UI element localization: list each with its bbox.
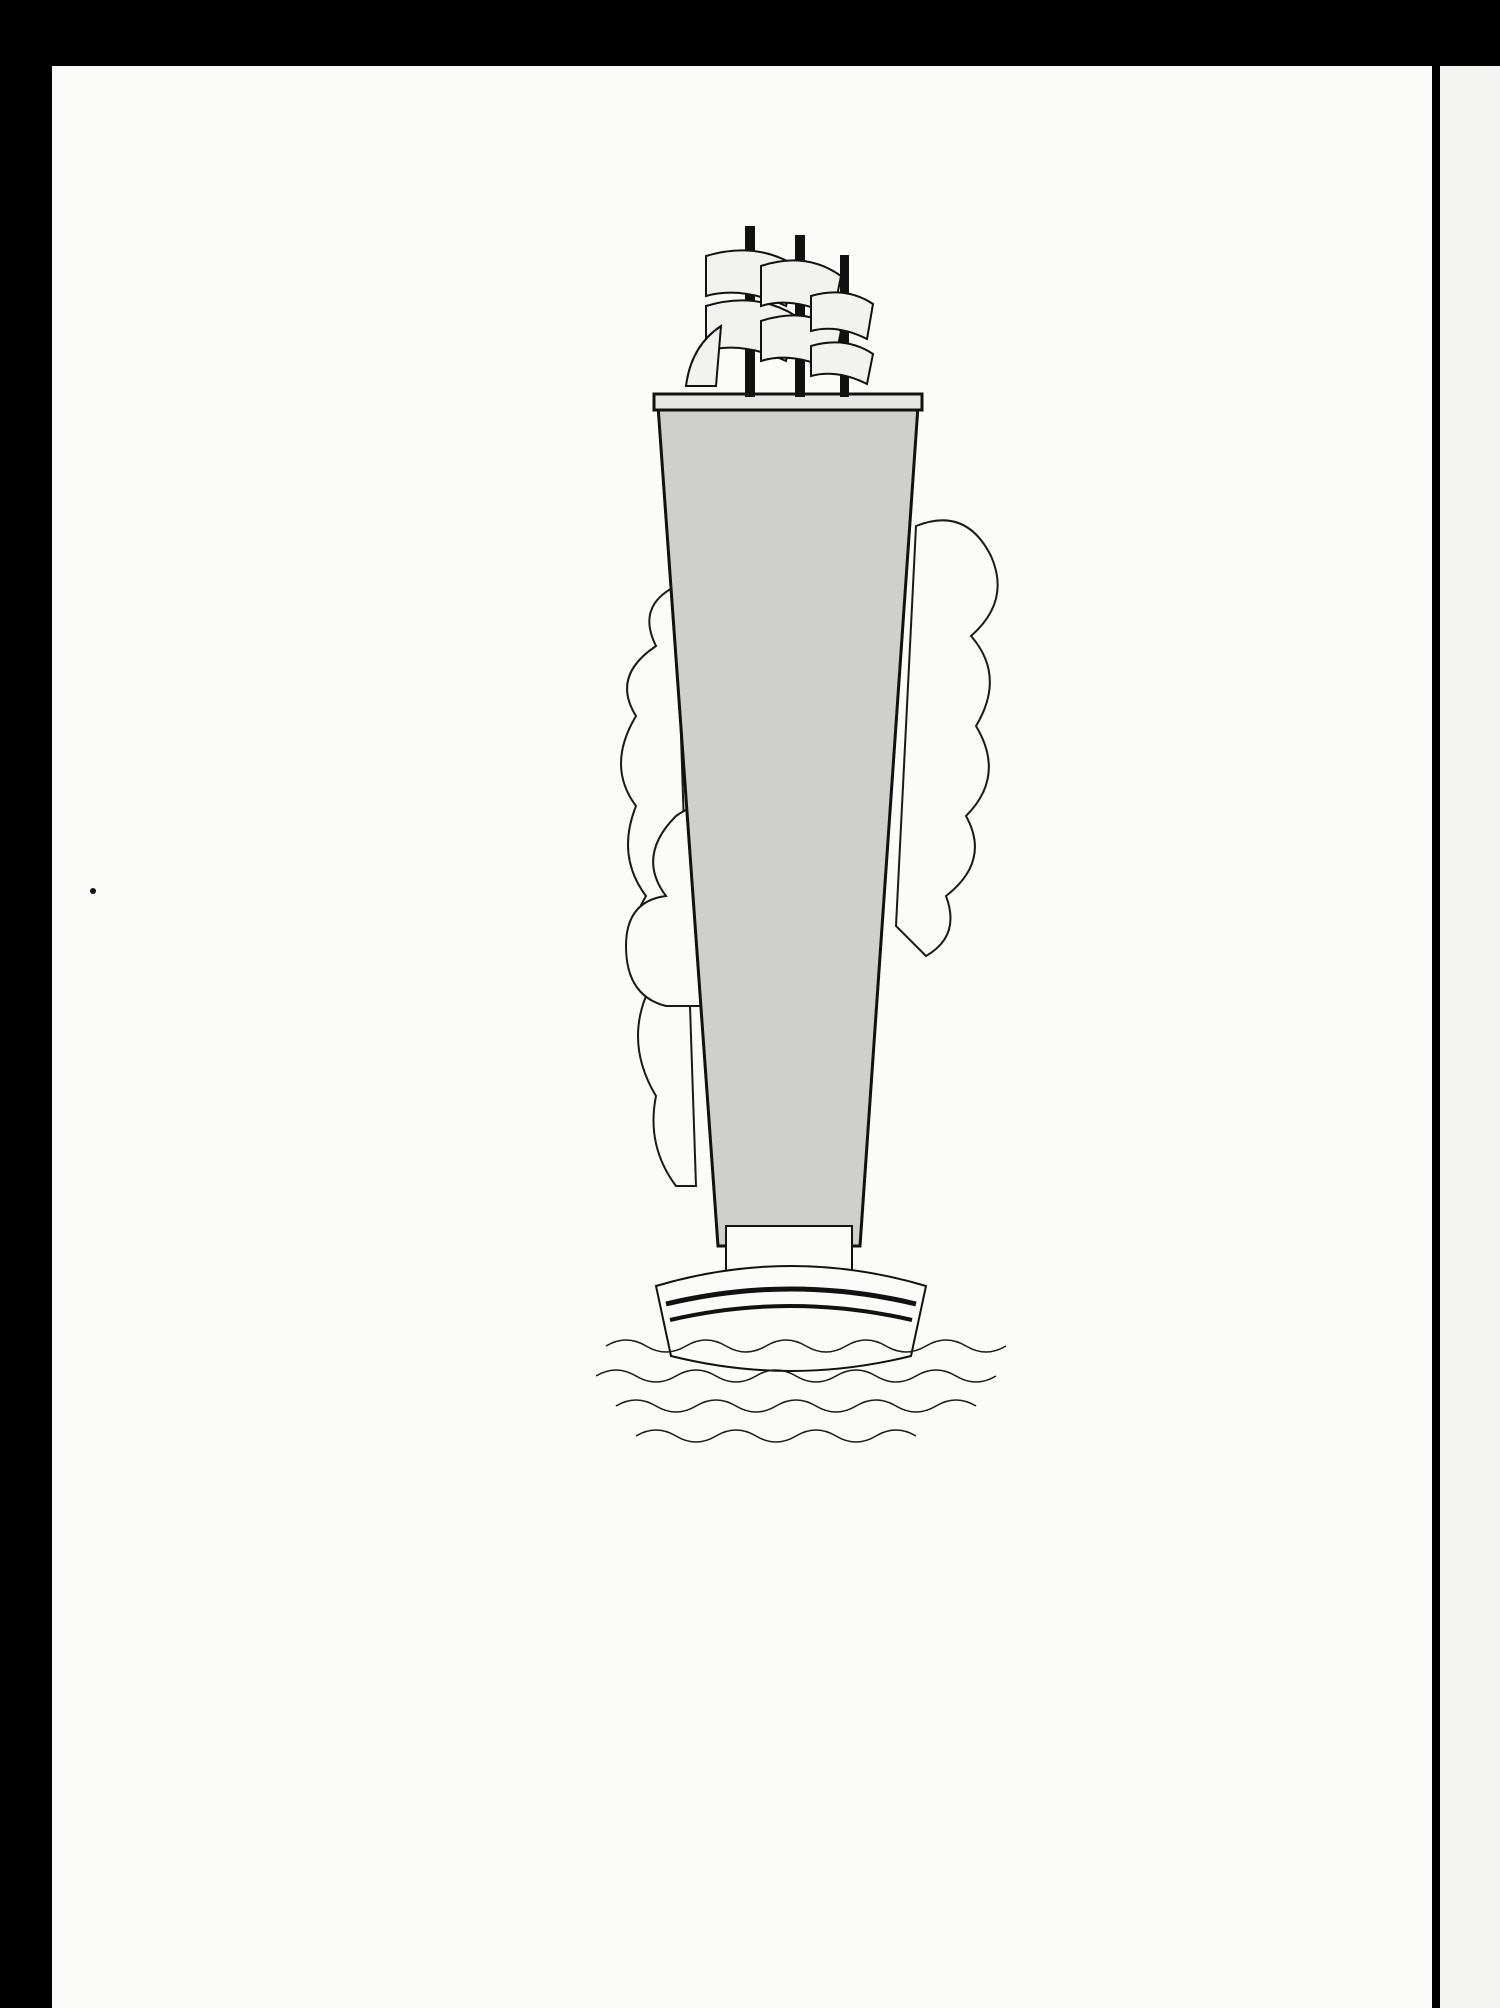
poem-block — [182, 222, 568, 232]
nothing-doing-column — [1008, 966, 1378, 976]
mayflower-skyscraper-drawing — [596, 226, 1008, 1480]
margin-dot — [90, 888, 96, 894]
character-left-column — [186, 948, 570, 956]
mayflower-illustration — [596, 226, 1008, 1480]
adjacent-page-edge — [1440, 66, 1500, 2008]
